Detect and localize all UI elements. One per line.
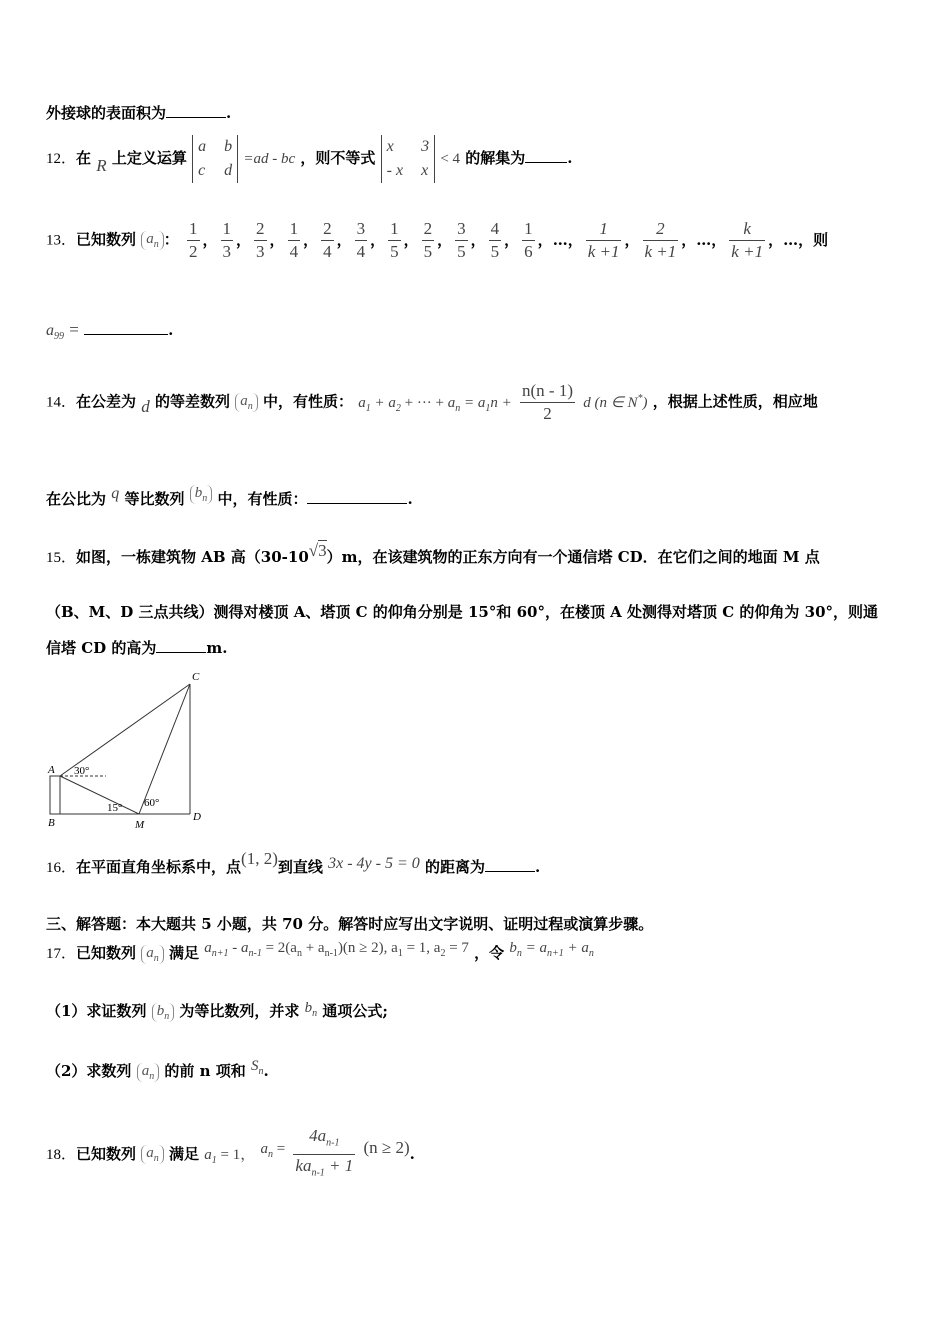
sequence-b: $b_n$ (152, 1003, 175, 1022)
problem-13: 13．已知数列 $a_n$ ： $\frac{1}{2}$ ， $\frac{1}{3}$ ， $\frac{2}{3}$ ， $\frac{1}{4}$ ， $\frac{2}{4}$ ， $\frac{3}{4}$ ， $\frac{1}{5}$ ， $\frac{2}{5}$ ， $\frac{3}{5}$ ， $\frac{4}{5}$ ， $\frac{1}{6}$ ，…， $\frac{1}{k +1}$ ， $\frac{2}{k +1}$ ，…， $\frac{k}{k +1}$ ，…，则 (46, 219, 829, 261)
sequence-a: $a_n$ (141, 1145, 164, 1164)
label-B: B (48, 817, 55, 829)
sequence-term-fraction: $\frac{1}{6}$ (524, 219, 533, 261)
line-equation: 3x - 4y - 5 = 0 (328, 855, 420, 872)
sequence-a: $a_n$ (141, 231, 164, 250)
determinant-inequality: x 3 - x x (381, 135, 435, 183)
recurrence: $a_{n+1} - a_{n-1} = 2(a_n + a_{n-1})(n \ge 2)$, $a_1 = 1$, $a_2 = 7$ (204, 940, 469, 959)
sequence-term-fraction: $\frac{2}{4}$ (323, 219, 332, 261)
angle-60: 60° (144, 797, 160, 809)
sequence-term-fraction: $\frac{1}{4}$ (289, 219, 299, 261)
problem-12: 12．在 R 上定义运算 a b c d =ad - bc ，则不等式 x 3 - x x < 4 的解集为 . (46, 135, 573, 183)
geometry-figure (44, 666, 214, 836)
sequence-a: $a_n$ (235, 393, 258, 412)
sequence-term-k-fraction: $\frac{k}{k +1}$ (731, 219, 764, 261)
section-3-heading: 三、解答题：本大题共 5 小题，共 70 分。解答时应写出文字说明、证明过程或演算步骤。 (46, 915, 654, 933)
determinant-definition: a b c d (192, 135, 238, 183)
label-D: D (193, 811, 201, 823)
set-R: R (96, 156, 107, 175)
problem-14: 14．在公差为 d 的等差数列 $a_n$ 中，有性质： $a_1 + a_2$ + ··· + $a_n = a_1n$ + $\frac{n(n - 1)}{2}$ d (n ∈ N*) ，根据上述性质，相应地 (46, 381, 818, 423)
problem-14-line2: 在公比为 q 等比数列 $b_n$ 中，有性质： . (46, 484, 413, 508)
problem-11-line: 外接球的表面积为 . (46, 104, 232, 122)
p11-text: 外接球的表面积为 (46, 104, 167, 122)
problem-17-part1: （1）求证数列 $b_n$ 为等比数列，并求 $b_n$ 通项公式; (46, 1000, 388, 1022)
recurrence-fraction: $\frac{4a_{n-1}}{ka_{n-1} + 1}$ (293, 1125, 355, 1185)
fraction-list: $\frac{1}{2}$ ， $\frac{1}{3}$ ， $\frac{2}{3}$ ， $\frac{1}{4}$ ， $\frac{2}{4}$ ， $\frac{3}{4}$ ， $\frac{1}{5}$ ， $\frac{2}{5}$ ， $\frac{3}{5}$ ， $\frac{4}{5}$ ， $\frac{1}{6}$ ，…， $\frac{1}{k +1}$ ， $\frac{2}{k +1}$ ，…， $\frac{k}{k +1}$ ，…，则 (189, 219, 829, 261)
problem-13-answer: $a_{99}$ = . (46, 320, 174, 342)
answer-blank (156, 652, 206, 653)
label-C: C (192, 671, 200, 683)
b-definition: $b_n = a_{n+1} + a_n$ (509, 940, 594, 959)
answer-blank (307, 503, 407, 504)
problem-17: 17．已知数列 $a_n$ 满足 $a_{n+1} - a_{n-1} = 2(a_n + a_{n-1})(n \ge 2)$, $a_1 = 1$, $a_2 = 7$ ，令 $b_n = a_{n+1} + a_n$ (46, 940, 594, 964)
segment-AM (60, 776, 139, 814)
sequence-a: $a_n$ (137, 1063, 160, 1082)
building-AB (50, 776, 60, 814)
point: (1, 2) (241, 849, 278, 868)
problem-15: 15．如图，一栋建筑物 AB 高（30-10√3）m，在该建筑物的正东方向有一个通信塔 CD．在它们之间的地面 M 点 (46, 541, 820, 566)
sequence-term-fraction: $\frac{3}{5}$ (457, 219, 466, 261)
problem-18: 18．已知数列 $a_n$ 满足 $a_1 = 1$， $a_n$ = $\frac{4a_{n-1}}{ka_{n-1} + 1}$ (n ≥ 2). (46, 1125, 415, 1185)
answer-blank (84, 334, 168, 335)
angle-15: 15° (107, 802, 123, 814)
sequence-term-fraction: $\frac{2}{5}$ (423, 219, 433, 261)
sequence-term-fraction: $\frac{3}{4}$ (356, 219, 366, 261)
sequence-term-fraction: $\frac{4}{5}$ (490, 219, 500, 261)
segment-MC (139, 684, 190, 814)
sum-formula: $a_1 + a_2$ + ··· + $a_n = a_1n$ + (358, 394, 512, 414)
problem-17-part2: （2）求数列 $a_n$ 的前 n 项和 $S_n$. (46, 1058, 269, 1082)
problem-15-line3: 信塔 CD 的高为 m. (46, 639, 228, 657)
problem-16: 16．在平面直角坐标系中，点(1, 2)到直线 3x - 4y - 5 = 0 的距离为 . (46, 849, 541, 876)
answer-blank (166, 117, 226, 118)
label-A: A (48, 764, 55, 776)
sequence-term-fraction: $\frac{2}{3}$ (256, 219, 265, 261)
answer-blank (525, 162, 567, 163)
angle-30: 30° (74, 765, 90, 777)
problem-15-line2: （B、M、D 三点共线）测得对楼顶 A、塔顶 C 的仰角分别是 15°和 60°，在楼顶 A 处测得对塔顶 C 的仰角为 30°，则通 (46, 603, 879, 621)
sequence-term-k-fraction: $\frac{2}{k +1}$ (644, 219, 677, 261)
sequence-b: $b_n$ (190, 485, 213, 504)
sequence-a: $a_n$ (141, 945, 164, 964)
sequence-term-fraction: $\frac{1}{3}$ (222, 219, 232, 261)
sequence-term-k-fraction: $\frac{1}{k +1}$ (587, 219, 620, 261)
formula-fraction: $\frac{n(n - 1)}{2}$ (522, 381, 573, 423)
label-M: M (135, 819, 145, 831)
sequence-term-fraction: $\frac{1}{2}$ (189, 219, 198, 261)
sequence-term-fraction: $\frac{1}{5}$ (390, 219, 399, 261)
answer-blank (485, 871, 535, 872)
segment-AC (60, 684, 190, 776)
